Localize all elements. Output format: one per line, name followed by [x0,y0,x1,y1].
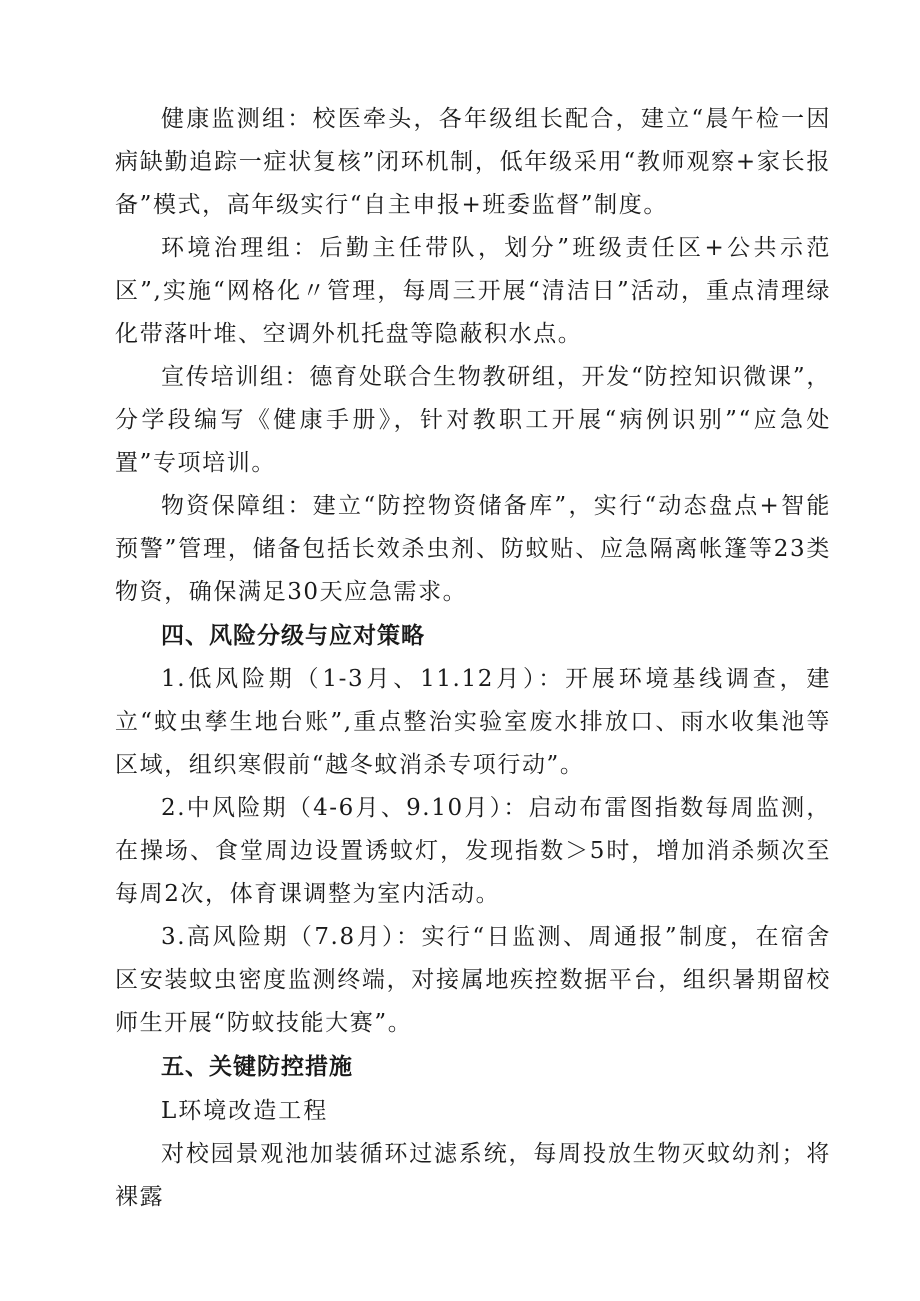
document-body [115,98,831,1219]
subheading-environment-project: L环境改造工程 [161,1098,329,1124]
paragraph-medium-risk-period: 2.中风险期（4-6月、9.10月）：启动布雷图指数每周监测，在操场、食堂周边设置诱蚊灯，发现指数＞5时，增加消杀频次至每周2次，体育课调整为室内活动。 [115,795,831,907]
paragraph-publicity-training-group: 宣传培训组：德育处联合生物教研组，开发“防控知识微课”，分学段编写《健康手册》，针对教职工开展“病例识别”“应急处置”专项培训。 [115,364,831,476]
paragraph-material-support-group: 物资保障组：建立“防控物资储备库”，实行“动态盘点+智能预警”管理，储备包括长效杀虫剂、防蚊贴、应急隔离帐篷等23类物资，确保满足30天应急需求。 [115,493,831,605]
paragraph-environment-governance-group: 环境治理组：后勤主任带队，划分”班级责任区+公共示范区”,实施“网格化〃管理，每周三开展“清洁日”活动，重点清理绿化带落叶堆、空调外机托盘等隐蔽积水点。 [115,235,831,347]
paragraph-low-risk-period: 1.低风险期（1-3月、11.12月）：开展环境基线调查，建立“蚊虫孳生地台账”,重点整治实验室废水排放口、雨水收集池等区域，组织寒假前“越冬蚊消杀专项行动”。 [115,666,831,778]
paragraph-health-monitoring-group: 健康监测组：校医牵头，各年级组长配合，建立“晨午检一因病缺勤追踪一症状复核”闭环机制，低年级采用“教师观察+家长报备”模式，高年级实行“自主申报+班委监督”制度。 [115,106,831,218]
paragraph-landscape-pool: 对校园景观池加装循环过滤系统，每周投放生物灭蚊幼剂；将裸露 [115,1141,831,1210]
section-heading-key-measures: 五、关键防控措施 [161,1054,353,1080]
section-heading-risk-grading: 四、风险分级与应对策略 [161,623,425,649]
paragraph-high-risk-period: 3.高风险期（7.8月）：实行“日监测、周通报”制度，在宿舍区安装蚊虫密度监测终端，对接属地疾控数据平台，组织暑期留校师生开展“防蚊技能大赛”。 [115,924,831,1036]
